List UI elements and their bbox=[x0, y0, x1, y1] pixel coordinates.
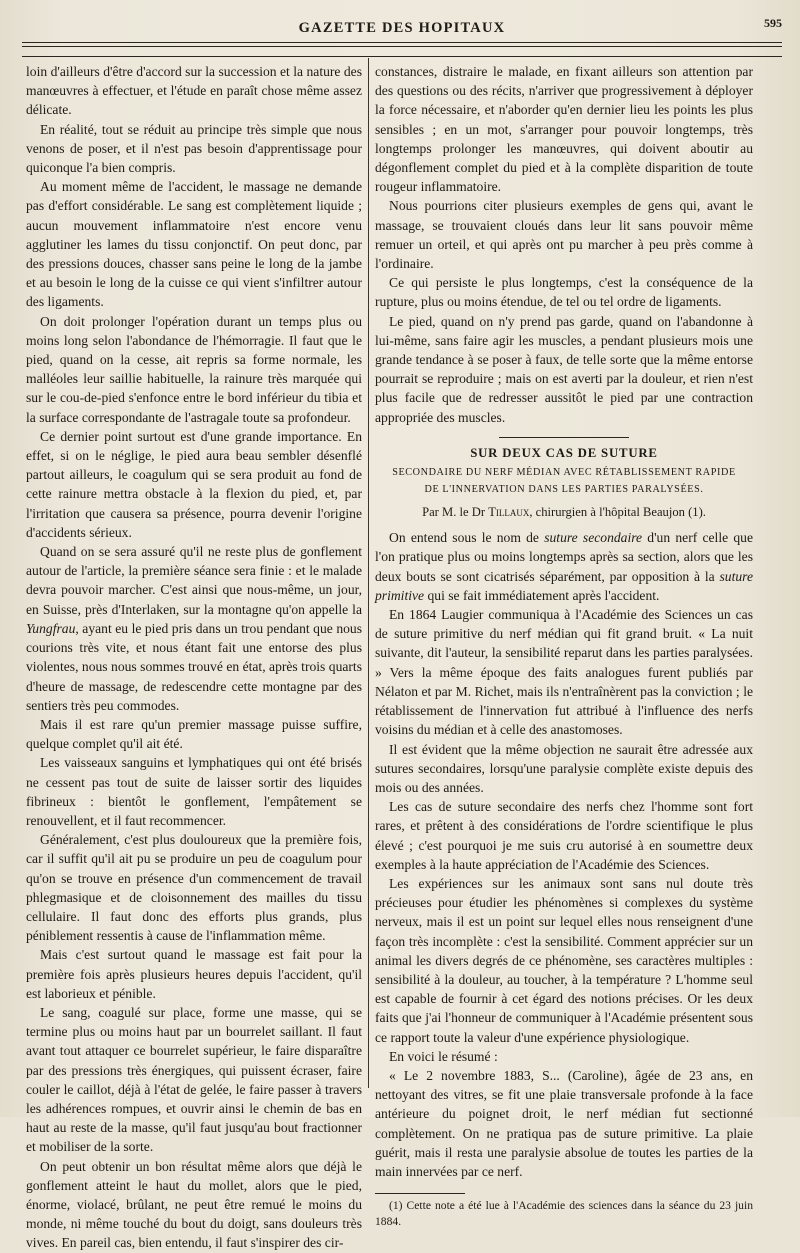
paragraph-text: On entend sous le nom de bbox=[389, 530, 545, 546]
paragraph: Généralement, c'est plus douloureux que la première fois, car il suffit qu'il ait pu se produire un peu de coagulum pour qu'on se trouve en présence d'un commencement de travail phlegmasique et de cloisonnement des mailles du tissu cellulaire. Il faut donc des efforts plus grands, plus péniblement ressentis à cause de l'inflammation même. bbox=[26, 832, 362, 944]
article-title: SUR DEUX CAS DE SUTURE bbox=[470, 445, 658, 460]
page-header bbox=[22, 16, 782, 40]
column-divider bbox=[368, 58, 369, 1088]
header-rule bbox=[22, 42, 782, 43]
paragraph: Le pied, quand on n'y prend pas garde, quand on l'abandonne à lui-même, sans faire agir les muscles, a pendant plusieurs mois une grande tendance à se poser à faux, de telle sorte que la même entorse pourrait se reproduire ; mais on est averti par la douleur, et rien n'est plus facile que de redresser aussitôt le pied par une contraction appropriée des muscles. bbox=[375, 313, 753, 425]
paragraph: Mais c'est surtout quand le massage est fait pour la première fois après plusieurs heures depuis l'accident, qu'il est laborieux et pénible. bbox=[26, 947, 362, 1001]
left-column bbox=[26, 62, 362, 1253]
article-separator bbox=[499, 437, 629, 438]
paragraph: Il est évident que la même objection ne saurait être adressée aux sutures secondaires, lorsqu'une paralysie complète existe depuis des mois ou des années. bbox=[375, 741, 753, 795]
journal-title: GAZETTE DES HOPITAUX bbox=[298, 20, 506, 36]
paragraph: Les expériences sur les animaux sont sans nul doute très précieuses pour étudier les phénomènes si complexes du système nerveux, mais il est un point sur lequel elles nous renseignent d'une façon très incomplète : c'est la sensibilité. Comment apprécier sur un animal les divers degrés de ce phénomène, ses caractères multiples : sensibilité à la douleur, au toucher, à la température ? L'homme seul est capable de fournir à cet égard des notions précises. Or les deux faits que j'ai l'honneur de communiquer à l'Académie présentent sous ce rapport toute la valeur d'une expérience physiologique. bbox=[375, 875, 753, 1045]
byline bbox=[375, 503, 753, 522]
paragraph: On doit prolonger l'opération durant un temps plus ou moins long selon l'abondance de l'hémorragie. Il faut que le pied, quand on la cesse, ait repris sa forme normale, les malléoles leur saillie habituelle, la rainure très marquée qui sur le cou-de-pied s'enfonce entre le bord inférieur du tibia et la surface correspondante de l'astragale toute sa profondeur. bbox=[26, 313, 362, 425]
paragraph: Les vaisseaux sanguins et lymphatiques qui ont été brisés ne cessent pas tout de suite de laisser sortir des liquides fibrineux : bientôt le gonflement, l'empâtement se renouvellent, et il faut recommencer. bbox=[26, 755, 362, 828]
paragraph: « Le 2 novembre 1883, S... (Caroline), âgée de 23 ans, en nettoyant des vitres, se fit une plaie transversale profonde à la face antérieure du poignet droit, le nerf médian fut sectionné complètement. On ne pratiqua pas de suture primitive. La plaie guérit, mais il resta une paralysie absolue de toutes les parties de la main innervées par ce nerf. bbox=[375, 1067, 753, 1179]
paragraph-text: qui se fait immédiatement après l'accident. bbox=[424, 587, 660, 603]
paragraph: loin d'ailleurs d'être d'accord sur la succession et la nature des manœuvres à effectuer, et l'étude en paraît chose même assez délicate. bbox=[26, 64, 362, 118]
header-rule-bottom bbox=[22, 56, 782, 57]
paragraph: En 1864 Laugier communiqua à l'Académie des Sciences un cas de suture primitive du nerf médian qui fit grand bruit. « La nuit suivante, dit l'auteur, la sensibilité reparut dans les parties paralysées. » Vers la même époque des faits analogues furent publiés par Nélaton et par M. Richet, mais ils n'entraînèrent pas la conviction ; le rétablissement de l'innervation fut attribué à l'influence des nerfs voisins du médian et à celle des anastomoses. bbox=[375, 607, 753, 738]
byline-suffix: , chirurgien à l'hôpital Beaujon (1). bbox=[529, 505, 706, 520]
page-number: 595 bbox=[764, 16, 782, 30]
paragraph-text: , ayant eu le pied pris dans un trou pendant que nous courions très vite, et nous étant fait une entorse des plus violentes, nous nous sommes trouvé en état, après trois quarts d'heure de massage, de redescendre cette montagne par des sentiers très peu commodes. bbox=[26, 620, 362, 713]
byline-prefix: Par M. le Dr bbox=[422, 505, 486, 520]
paragraph: On peut obtenir un bon résultat même alors que déjà le gonflement atteint le haut du mollet, alors que le pied, énorme, violacé, brûlant, ne peut être remué le moins du monde, ni même touché du bout du doigt, sans douleurs très vives. En pareil cas, bien entendu, il faut s'inspirer des cir- bbox=[26, 1158, 362, 1251]
author-name: Tillaux bbox=[488, 505, 530, 520]
paragraph: Les cas de suture secondaire des nerfs chez l'homme sont fort rares, et prêtent à des considérations de l'ordre scientifique le plus élevé ; c'est pourquoi je me suis cru autorisé à en soumettre deux exemples à la haute appréciation de l'Académie des Sciences. bbox=[375, 799, 753, 872]
emphasis: suture secondaire bbox=[544, 530, 643, 546]
paragraph: Ce qui persiste le plus longtemps, c'est la conséquence de la rupture, plus ou moins étendue, de tel ou tel ordre de ligaments. bbox=[375, 275, 753, 310]
article-subtitle: DE L'INNERVATION DANS LES PARTIES PARALYSÉES. bbox=[424, 484, 704, 496]
paragraph bbox=[26, 542, 362, 715]
footnote: (1) Cette note a été lue à l'Académie des sciences dans la séance du 23 juin 1884. bbox=[375, 1199, 753, 1229]
paragraph: En voici le résumé : bbox=[389, 1048, 498, 1064]
header-rule-thin bbox=[22, 46, 782, 47]
paragraph: Nous pourrions citer plusieurs exemples de gens qui, avant le massage, se trouvaient cloués dans leur lit sans pouvoir même remuer un orteil, et qui après ont pu marcher à peu près comme à l'ordinaire. bbox=[375, 198, 753, 272]
paragraph: Ce dernier point surtout est d'une grande importance. En effet, si on le néglige, le pied aura beau sembler désenflé partout ailleurs, le coagulum qui se sera produit au fond de cette rainure mettra obstacle à la flexion du pied, et, par l'irritation que causera sa présence, pourra devenir l'origine d'accidents sérieux. bbox=[26, 428, 362, 540]
mountain-name: Yungfrau bbox=[26, 620, 76, 636]
footnote-rule bbox=[375, 1193, 465, 1194]
paragraph: Le sang, coagulé sur place, forme une masse, qui se termine plus ou moins haut par un bourrelet saillant. Il faut avant tout attaquer ce bourrelet supérieur, le faire disparaître par des pressions très énergiques, qui puissent écraser, faire couler le caillot, déjà à l'état de gelée, le faire passer à travers les adhérences rompues, et ouvrir ainsi le chemin de bas en haut au reste de la masse, qu'il faut jusqu'au bout fractionner et mobiliser de la sorte. bbox=[26, 1004, 362, 1155]
right-column bbox=[375, 62, 753, 1230]
paragraph: En réalité, tout se réduit au principe très simple que nous venons de poser, et il n'est pas besoin d'apprentissage pour quiconque l'a bien compris. bbox=[26, 121, 362, 176]
paragraph bbox=[375, 528, 753, 605]
paragraph: Mais il est rare qu'un premier massage puisse suffire, quelque complet qu'il ait été. bbox=[26, 716, 362, 752]
emphasis: suture primitive bbox=[375, 568, 753, 603]
paragraph-text: d'un nerf celle que l'on pratique plus ou moins longtemps après sa section, alors que les deux bouts se sont cicatrisés séparément, par opposition à la bbox=[375, 530, 753, 584]
article-subtitle: SECONDAIRE DU NERF MÉDIAN AVEC RÉTABLISSEMENT RAPIDE bbox=[392, 467, 736, 479]
paragraph-text: Quand on se sera assuré qu'il ne reste plus de gonflement autour de l'article, la première séance sera finie : et le malade devra pouvoir marcher. C'est ainsi que nous-même, un jour, en Suisse, près d'Interlaken, sur la montagne qu'on appelle la bbox=[26, 544, 362, 617]
paragraph: Au moment même de l'accident, le massage ne demande pas d'effort considérable. Le sang est complètement liquide ; aucun mouvement inflammatoire n'est encore venu agglutiner les lames du tissu conjonctif. On peut donc, par des pressions douces, chasser sans peine le long de la jambe et au besoin le long de la cuisse ce qui vient s'infiltrer autour des ligaments. bbox=[26, 179, 362, 310]
paragraph: constances, distraire le malade, en fixant ailleurs son attention par des questions ou des récits, n'arriver que progressivement à déployer la force nécessaire, et n'aborder qu'en dernier lieu les points les plus sensibles ; en un mot, s'arranger pour pouvoir longtemps, très longtemps prolonger les manœuvres, qui doivent aboutir au dégonflement complet du pied et à la complète disparition de toute rougeur inflammatoire. bbox=[375, 64, 753, 195]
